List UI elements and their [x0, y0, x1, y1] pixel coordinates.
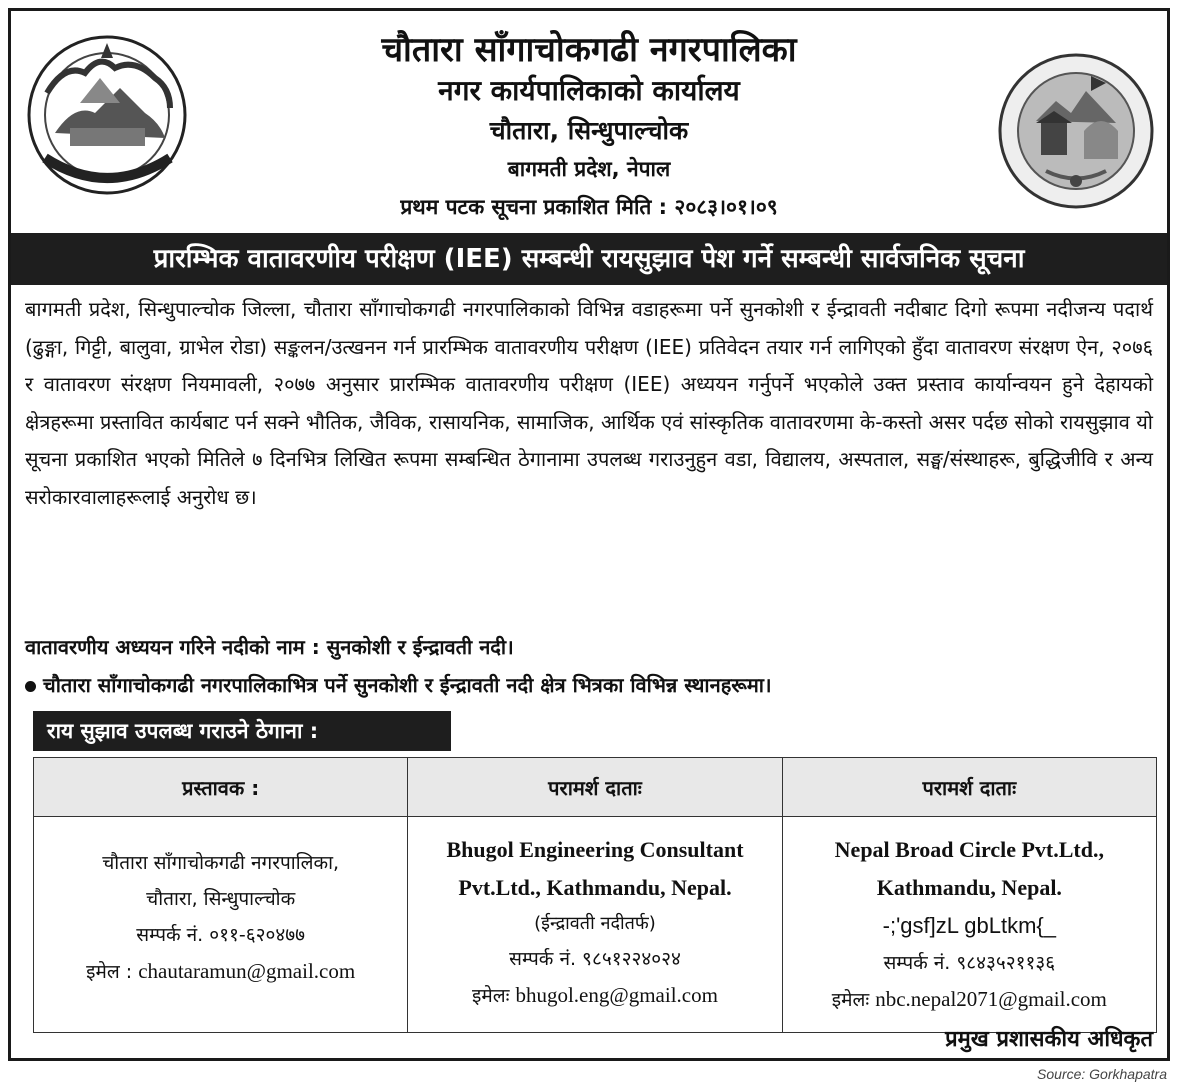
consultant-2-email-line [784, 981, 1155, 1018]
publication-date: प्रथम पटक सूचना प्रकाशित मिति : २०८३।०१।०९ [400, 195, 778, 219]
consultant-1-email-line [409, 977, 780, 1014]
header-consultant-2: परामर्श दाताः [782, 758, 1156, 817]
header-proponent: प्रस्तावक : [34, 758, 408, 817]
consultant-2-phone: सम्पर्क नं. ९८४३५२११३६ [883, 952, 1056, 974]
contacts-body-row [34, 817, 1157, 1033]
proponent-location: चौतारा, सिन्धुपाल्चोक [146, 888, 296, 910]
river-name-line: वातावरणीय अध्ययन गरिने नदीको नाम : सुनकोशी र ईन्द्रावती नदी। [25, 635, 514, 659]
proponent-phone: सम्पर्क नं. ०११-६२०४७७ [136, 924, 306, 946]
contacts-header-row [34, 758, 1157, 817]
study-area-bullet [25, 671, 772, 698]
source-credit: Source: Gorkhapatra [1037, 1066, 1167, 1082]
consultant-2-address: Kathmandu, Nepal. [876, 875, 1062, 900]
notice-body-paragraph: बागमती प्रदेश, सिन्धुपाल्चोक जिल्ला, चौतारा साँगाचोकगढी नगरपालिकाको विभिन्न वडाहरूमा पर्ने सुनकोशी र ईन्द्रावती नदीबाट दिगो रूपमा नदीजन्य पदार्थ (ढुङ्गा, गिट्टी, बालुवा, ग्राभेल रोडा) सङ्कलन/उत्खनन गर्न प्रारम्भिक वातावरणीय परीक्षण (IEE) प्रतिवेदन तयार गर्न लागिएको हुँदा वातावरण संरक्षण ऐन, २०७६ र वातावरण संरक्षण नियमावली, २०७७ अनुसार प्रारम्भिक वातावरणीय परीक्षण (IEE) अध्ययन गर्नुपर्ने भएकोले उक्त प्रस्ताव कार्यान्वयन हुने देहायको क्षेत्रहरूमा प्रस्तावित कार्यबाट पर्न सक्ने भौतिक, जैविक, रासायनिक, सामाजिक, आर्थिक एवं सांस्कृतिक वातावरणमा के-कस्तो असर पर्दछ सोको रायसुझाव यो सूचना प्रकाशित भएको मितिले ७ दिनभित्र लिखित रूपमा सम्बन्धित ठेगानामा उपलब्ध गराउनुहुन वडा, विद्यालय, अस्पताल, सङ्घ/संस्थाहरू, बुद्धिजीवि र अन्य सरोकारवालाहरूलाई अनुरोध छ। [25, 297, 1153, 509]
consultant-1-river: (ईन्द्रावती नदीतर्फ) [534, 913, 656, 934]
province-country: बागमती प्रदेश, नेपाल [507, 157, 671, 181]
office-location: चौतारा, सिन्धुपाल्चोक [489, 116, 689, 145]
consultant-2-email: nbc.nepal2071@gmail.com [875, 987, 1107, 1011]
proponent-email-line [35, 953, 406, 990]
proponent-cell [34, 817, 408, 1033]
consultant-1-email: bhugol.eng@gmail.com [515, 983, 718, 1007]
study-area-text: चौतारा साँगाचोकगढी नगरपालिकाभित्र पर्ने सुनकोशी र ईन्द्रावती नदी क्षेत्र भित्रका विभिन्न स्थानहरूमा। [43, 673, 772, 697]
consultant-1-name: Bhugol Engineering Consultant [446, 837, 744, 862]
consultant-2-river: -;'gsf]zL gbLtkm{_ [882, 913, 1056, 938]
email-label: इमेलः [472, 985, 516, 1007]
municipality-name: चौतारा साँगाचोकगढी नगरपालिका [381, 30, 797, 70]
proponent-email: chautaramun@gmail.com [138, 959, 356, 983]
address-section-bar: राय सुझाव उपलब्ध गराउने ठेगाना : [33, 711, 451, 751]
consultant-1-address: Pvt.Ltd., Kathmandu, Nepal. [458, 875, 732, 900]
consultant-2-name: Nepal Broad Circle Pvt.Ltd., [834, 837, 1104, 862]
proponent-name: चौतारा साँगाचोकगढी नगरपालिका, [102, 852, 340, 874]
office-name: नगर कार्यपालिकाको कार्यालय [438, 74, 740, 107]
notice-frame [8, 8, 1170, 1061]
municipality-emblem-icon [996, 51, 1156, 211]
notice-title-bar: प्रारम्भिक वातावरणीय परीक्षण (IEE) सम्बन्धी रायसुझाव पेश गर्ने सम्बन्धी सार्वजनिक सूचना [11, 233, 1167, 285]
bullet-icon [25, 681, 36, 692]
notice-header [11, 11, 1167, 231]
contacts-table [33, 757, 1157, 1033]
email-label: इमेलः [831, 989, 876, 1011]
header-consultant-1: परामर्श दाताः [408, 758, 782, 817]
signatory-title: प्रमुख प्रशासकीय अधिकृत [945, 1027, 1153, 1052]
consultant-1-cell [408, 817, 782, 1033]
consultant-2-cell [782, 817, 1156, 1033]
consultant-1-phone: सम्पर्क नं. ९८५१२२४०२४ [509, 948, 681, 970]
email-label: इमेल : [86, 961, 139, 983]
